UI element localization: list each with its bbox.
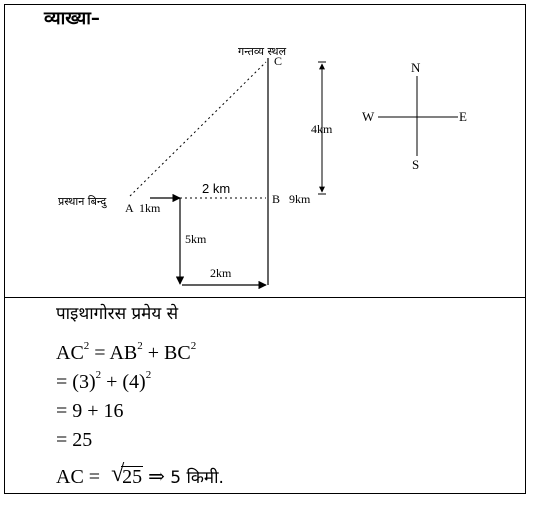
distance-down-label: 5km (185, 232, 207, 246)
equation-line-3: = 9 + 16 (56, 400, 124, 422)
square-root (111, 461, 143, 488)
hypotenuse-line-ac (130, 62, 266, 196)
compass-south: S (412, 157, 420, 172)
eq2-sq-1: 2 (95, 369, 102, 381)
equation-line-5 (56, 461, 224, 488)
eq1-sq-3: 2 (190, 340, 197, 352)
eq2-a: = (3) (56, 371, 96, 393)
equation-line-1 (56, 340, 197, 364)
root-symbol-icon: √ (111, 461, 125, 487)
compass-north: N (411, 60, 421, 75)
eq1-sq-2: 2 (137, 340, 143, 352)
theorem-line: पाइथागोरस प्रमेय से (56, 304, 179, 324)
eq1-bc: + BC (142, 342, 191, 364)
eq5-left: AC = (56, 466, 106, 488)
point-b-label: B (272, 192, 281, 206)
point-c-label: C (274, 54, 283, 68)
distance-ab-label: 2 km (202, 181, 231, 196)
equation-line-4: = 25 (56, 429, 93, 451)
eq1-ac: AC (56, 342, 84, 364)
start-point-label: प्रस्थान बिन्दु (58, 195, 107, 208)
distance-a-label: 1km (139, 201, 161, 215)
eq5-right: 5 किमी. (164, 468, 224, 488)
explanation-heading: व्याख्या– (44, 8, 100, 29)
destination-label: गन्तव्य स्थल (238, 45, 287, 58)
compass-west: W (362, 109, 375, 124)
point-a-label: A (125, 201, 134, 215)
distance-b-label: 9km (289, 192, 311, 206)
distance-bc-label: 4km (311, 122, 333, 136)
implies-arrow-icon: ⇒ (148, 466, 165, 488)
eq5-radicand: 25 (122, 466, 143, 488)
distance-bottom-label: 2km (210, 266, 232, 280)
eq1-ab: = AB (89, 342, 138, 364)
compass-east: E (459, 109, 467, 124)
eq2-b: + (4) (101, 371, 146, 393)
eq2-sq-2: 2 (145, 369, 152, 381)
eq1-sq-1: 2 (83, 340, 90, 352)
equation-line-2 (56, 369, 152, 393)
